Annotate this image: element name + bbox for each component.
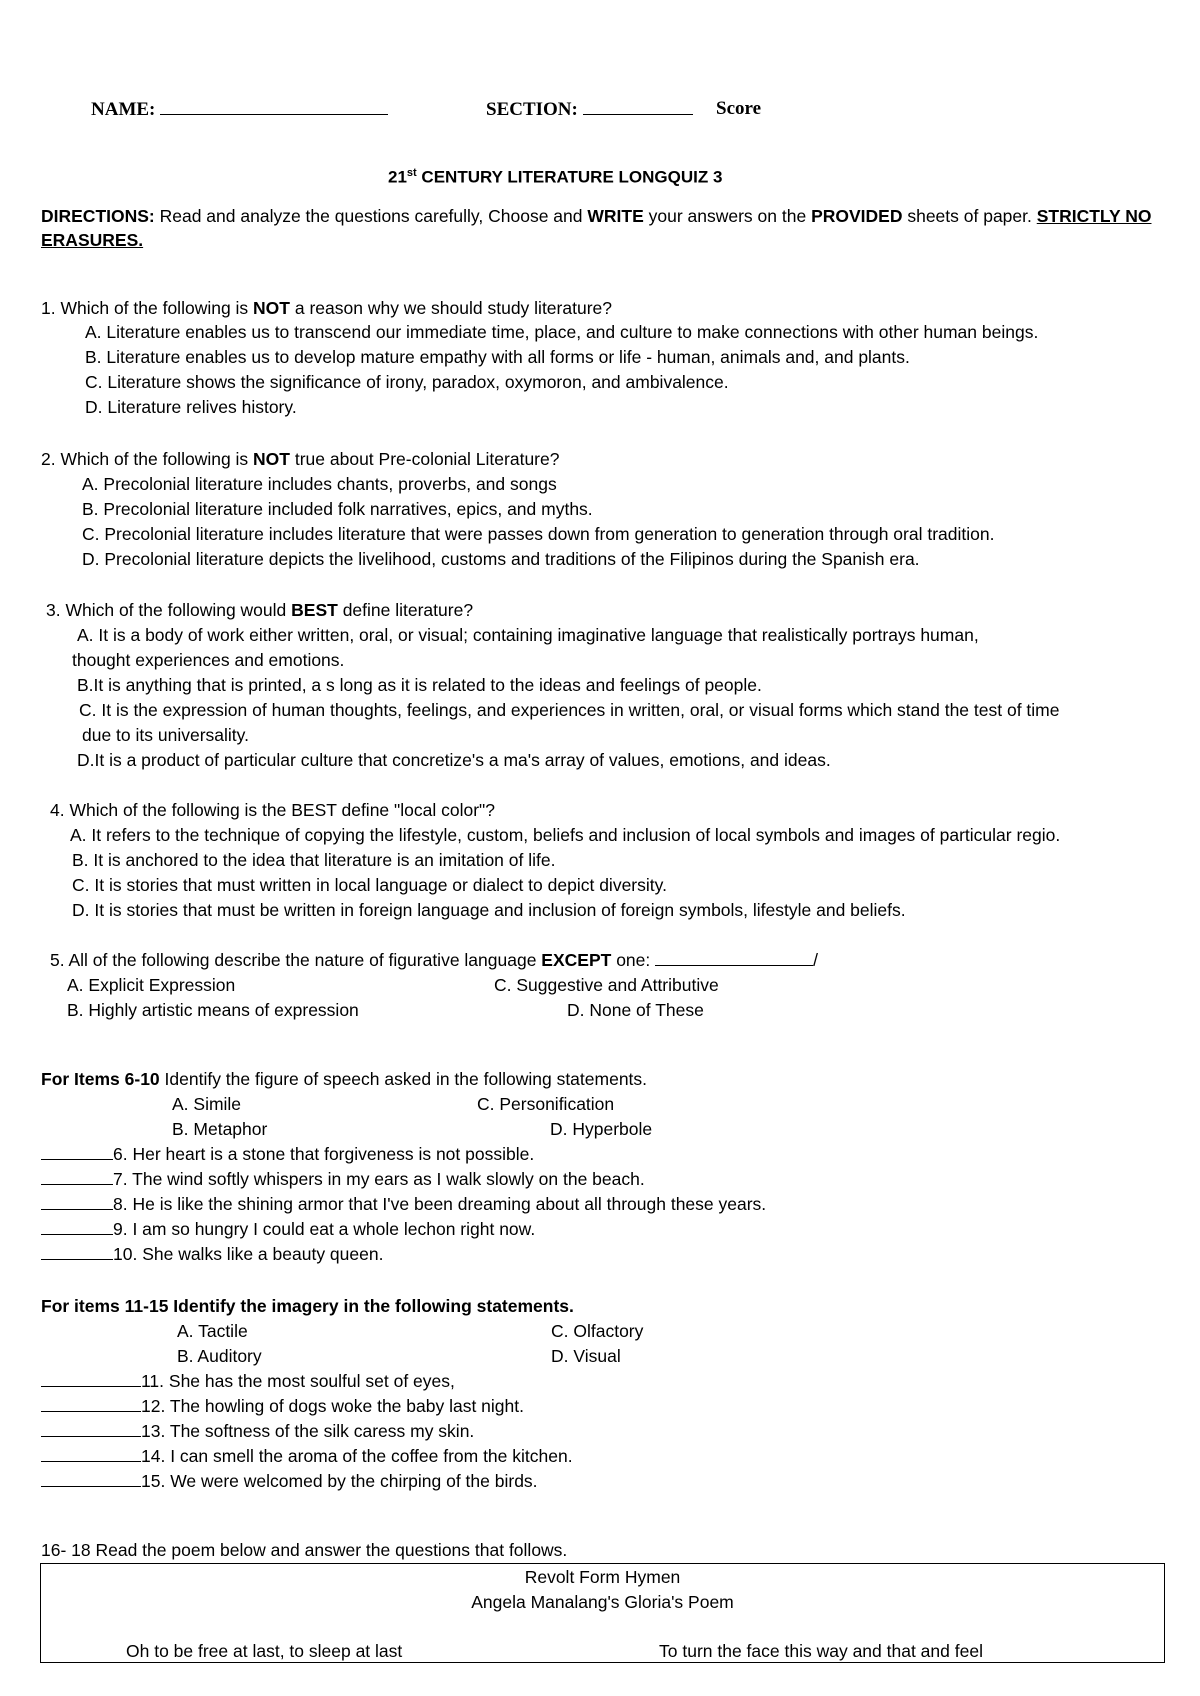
question-3-option-a: A. It is a body of work either written, oral, or visual; containing imaginative language that realistically portrays human,: [77, 625, 979, 645]
directions: DIRECTIONS: Read and analyze the questions carefully, Choose and WRITE your answers on the PROVIDED sheets of paper. STRICTLY NO: [41, 206, 1152, 226]
item-9: 9. I am so hungry I could eat a whole lechon right now.: [41, 1218, 535, 1240]
question-2-option-b: B. Precolonial literature included folk narratives, epics, and myths.: [82, 499, 593, 519]
item-7: 7. The wind softly whispers in my ears as I walk slowly on the beach.: [41, 1168, 645, 1190]
answer-blank[interactable]: [41, 1193, 113, 1210]
poem-box: [40, 1563, 1165, 1663]
part4-intro: 16- 18 Read the poem below and answer the questions that follows.: [41, 1540, 568, 1560]
poem-line-right: To turn the face this way and that and feel: [659, 1641, 983, 1661]
item-12: 12. The howling of dogs woke the baby last night.: [41, 1395, 524, 1417]
part3-option-b: B. Auditory: [177, 1346, 262, 1366]
page-title: 21st CENTURY LITERATURE LONGQUIZ 3: [388, 167, 723, 187]
answer-blank[interactable]: [41, 1470, 141, 1487]
item-6: 6. Her heart is a stone that forgiveness is not possible.: [41, 1143, 534, 1165]
question-2-stem: 2. Which of the following is NOT true about Pre-colonial Literature?: [41, 449, 560, 469]
question-1-option-b: B. Literature enables us to develop mature empathy with all forms or life - human, animals and, and plants.: [85, 347, 910, 367]
poem-title: Revolt Form Hymen: [524, 1567, 681, 1587]
part3-heading: For items 11-15 Identify the imagery in the following statements.: [41, 1296, 574, 1316]
answer-blank[interactable]: [41, 1420, 141, 1437]
answer-blank[interactable]: [41, 1445, 141, 1462]
question-4-option-d: D. It is stories that must be written in foreign language and inclusion of foreign symbols, lifestyle and beliefs.: [72, 900, 906, 920]
question-3-stem: 3. Which of the following would BEST define literature?: [46, 600, 474, 620]
question-5-option-b: B. Highly artistic means of expression: [67, 1000, 359, 1020]
question-5-blank[interactable]: [655, 949, 813, 966]
score-label: Score: [716, 98, 762, 119]
name-label-row: [91, 98, 388, 121]
item-15: 15. We were welcomed by the chirping of the birds.: [41, 1470, 538, 1492]
section-label: SECTION:: [486, 99, 578, 120]
answer-blank[interactable]: [41, 1168, 113, 1185]
item-8: 8. He is like the shining armor that I've been dreaming about all through these years.: [41, 1193, 766, 1215]
item-13: 13. The softness of the silk caress my skin.: [41, 1420, 474, 1442]
question-4-option-c: C. It is stories that must written in local language or dialect to depict diversity.: [72, 875, 667, 895]
name-label: NAME:: [91, 99, 156, 120]
item-14: 14. I can smell the aroma of the coffee from the kitchen.: [41, 1445, 573, 1467]
question-2-option-d: D. Precolonial literature depicts the livelihood, customs and traditions of the Filipinos during the Spanish era.: [82, 549, 920, 569]
question-4-option-a: A. It refers to the technique of copying the lifestyle, custom, beliefs and inclusion of local symbols and images of particular regio.: [70, 825, 1061, 845]
poem-line-left: Oh to be free at last, to sleep at last: [126, 1641, 403, 1661]
answer-blank[interactable]: [41, 1243, 113, 1260]
question-5-stem: 5. All of the following describe the nature of figurative language EXCEPT one: /: [50, 950, 819, 970]
directions-erasures: ERASURES.: [41, 230, 144, 250]
question-1-option-c: C. Literature shows the significance of irony, paradox, oxymoron, and ambivalence.: [85, 372, 729, 392]
part3-option-d: D. Visual: [551, 1346, 621, 1366]
answer-blank[interactable]: [41, 1395, 141, 1412]
question-1-option-a: A. Literature enables us to transcend our immediate time, place, and culture to make connections with other human beings.: [85, 322, 1039, 342]
part3-option-c: C. Olfactory: [551, 1321, 644, 1341]
section-blank[interactable]: [583, 98, 693, 115]
part2-option-a: A. Simile: [172, 1094, 242, 1114]
item-10: 10. She walks like a beauty queen.: [41, 1243, 383, 1265]
answer-blank[interactable]: [41, 1218, 113, 1235]
item-11: 11. She has the most soulful set of eyes,: [41, 1370, 455, 1392]
question-5-option-d: D. None of These: [567, 1000, 704, 1020]
question-5-option-a: A. Explicit Expression: [67, 975, 236, 995]
answer-blank[interactable]: [41, 1370, 141, 1387]
question-3-option-b: B.It is anything that is printed, a s long as it is related to the ideas and feelings of people.: [77, 675, 762, 695]
question-4-stem: 4. Which of the following is the BEST define "local color"?: [50, 800, 495, 820]
section-label-row: [486, 98, 693, 121]
part2-option-c: C. Personification: [477, 1094, 615, 1114]
question-3-option-c: C. It is the expression of human thoughts, feelings, and experiences in written, oral, or visual forms which stand the test of time: [79, 700, 1060, 720]
answer-blank[interactable]: [41, 1143, 113, 1160]
part2-option-b: B. Metaphor: [172, 1119, 268, 1139]
part2-option-d: D. Hyperbole: [550, 1119, 653, 1139]
question-2-option-c: C. Precolonial literature includes literature that were passes down from generation to generation through oral tradition.: [82, 524, 995, 544]
part2-heading: For Items 6-10 Identify the figure of speech asked in the following statements.: [41, 1069, 648, 1089]
question-2-option-a: A. Precolonial literature includes chants, proverbs, and songs: [82, 474, 557, 494]
poem-author: Angela Manalang's Gloria's Poem: [471, 1592, 734, 1612]
question-3-option-a-cont: thought experiences and emotions.: [72, 650, 345, 670]
question-3-option-d: D.It is a product of particular culture that concretize's a ma's array of values, emotions, and ideas.: [77, 750, 831, 770]
question-1-stem: 1. Which of the following is NOT a reason why we should study literature?: [41, 298, 612, 318]
part3-option-a: A. Tactile: [177, 1321, 248, 1341]
question-4-option-b: B. It is anchored to the idea that literature is an imitation of life.: [72, 850, 556, 870]
question-3-option-c-cont: due to its universality.: [82, 725, 249, 745]
name-blank[interactable]: [160, 98, 388, 115]
question-5-option-c: C. Suggestive and Attributive: [494, 975, 719, 995]
question-1-option-d: D. Literature relives history.: [85, 397, 297, 417]
